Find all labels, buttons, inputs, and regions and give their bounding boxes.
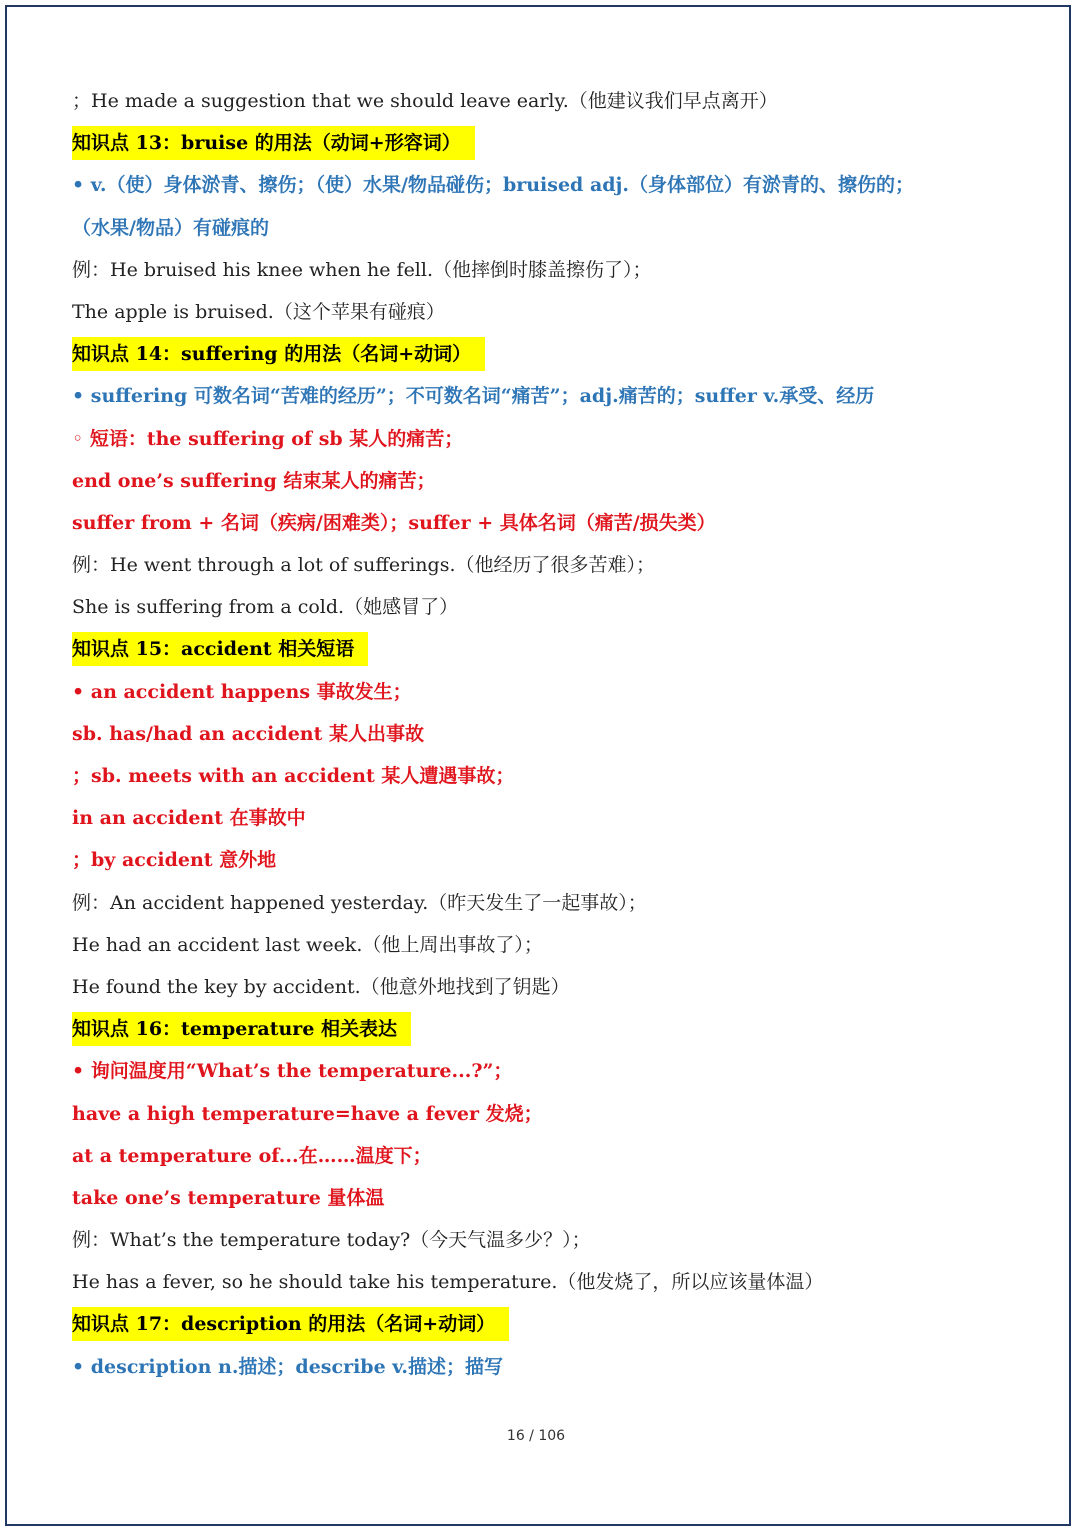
- phrase-note: • an accident happens 事故发生；: [72, 680, 412, 703]
- definition-note: • description n.描述；describe v.描述；描写: [72, 1355, 504, 1378]
- example-text: 例：What’s the temperature today?（今天气温多少？）；: [72, 1229, 591, 1252]
- section-heading-line: [72, 628, 1022, 670]
- section-heading-line: [72, 1008, 1022, 1050]
- phrase-note: ；sb. meets with an accident 某人遭遇事故；: [72, 765, 515, 787]
- example-text: He found the key by accident.（他意外地找到了钥匙）: [72, 975, 570, 998]
- example-text: ；He made a suggestion that we should leave early.（他建议我们早点离开）: [72, 90, 778, 112]
- phrase-note: ；by accident 意外地: [72, 849, 277, 872]
- section-heading-line: [72, 1303, 1022, 1345]
- phrase-note: end one’s suffering 结束某人的痛苦；: [72, 469, 436, 492]
- phrase-note: sb. has/had an accident 某人出事故: [72, 722, 424, 745]
- definition-note: • suffering 可数名词“苦难的经历”；不可数名词“痛苦”；adj.痛苦的；suffer v.承受、经历: [72, 385, 875, 408]
- definition-note: （水果/物品）有碰痕的: [72, 216, 269, 239]
- phrase-note: ◦ 短语：the suffering of sb 某人的痛苦；: [72, 427, 464, 450]
- phrase-note: • 询问温度用“What’s the temperature...?”；: [72, 1060, 513, 1083]
- example-text: He has a fever, so he should take his temperature.（他发烧了，所以应该量体温）: [72, 1271, 824, 1294]
- page-number: 16 / 106: [506, 1428, 566, 1444]
- phrase-note: have a high temperature=have a fever 发烧；: [72, 1102, 543, 1125]
- phrase-note: at a temperature of...在……温度下；: [72, 1144, 432, 1167]
- phrase-note: in an accident 在事故中: [72, 807, 306, 830]
- example-text: He had an accident last week.（他上周出事故了）；: [72, 933, 543, 956]
- section-heading: 知识点 14：suffering 的用法（名词+动词）: [72, 337, 485, 371]
- section-heading: 知识点 16：temperature 相关表达: [72, 1012, 411, 1046]
- section-heading: 知识点 15：accident 相关短语: [72, 632, 368, 666]
- example-text: She is suffering from a cold.（她感冒了）: [72, 596, 459, 619]
- section-heading-line: [72, 333, 1022, 375]
- document-body: [72, 80, 1022, 1388]
- phrase-note: suffer from + 名词（疾病/困难类）；suffer + 具体名词（痛苦/损失类）: [72, 511, 716, 534]
- example-text: 例：An accident happened yesterday.（昨天发生了一起事故）；: [72, 891, 647, 914]
- section-heading: 知识点 17：description 的用法（名词+动词）: [72, 1307, 509, 1341]
- section-heading: 知识点 13：bruise 的用法（动词+形容词）: [72, 126, 475, 160]
- example-text: 例：He bruised his knee when he fell.（他摔倒时膝盖擦伤了）；: [72, 258, 652, 281]
- example-text: 例：He went through a lot of sufferings.（他经历了很多苦难）；: [72, 554, 655, 577]
- phrase-note: take one’s temperature 量体温: [72, 1186, 385, 1209]
- example-text: The apple is bruised.（这个苹果有碰痕）: [72, 300, 445, 323]
- definition-note: • v.（使）身体淤青、擦伤；（使）水果/物品碰伤；bruised adj.（身体部位）有淤青的、擦伤的；: [72, 174, 915, 197]
- section-heading-line: [72, 122, 1022, 164]
